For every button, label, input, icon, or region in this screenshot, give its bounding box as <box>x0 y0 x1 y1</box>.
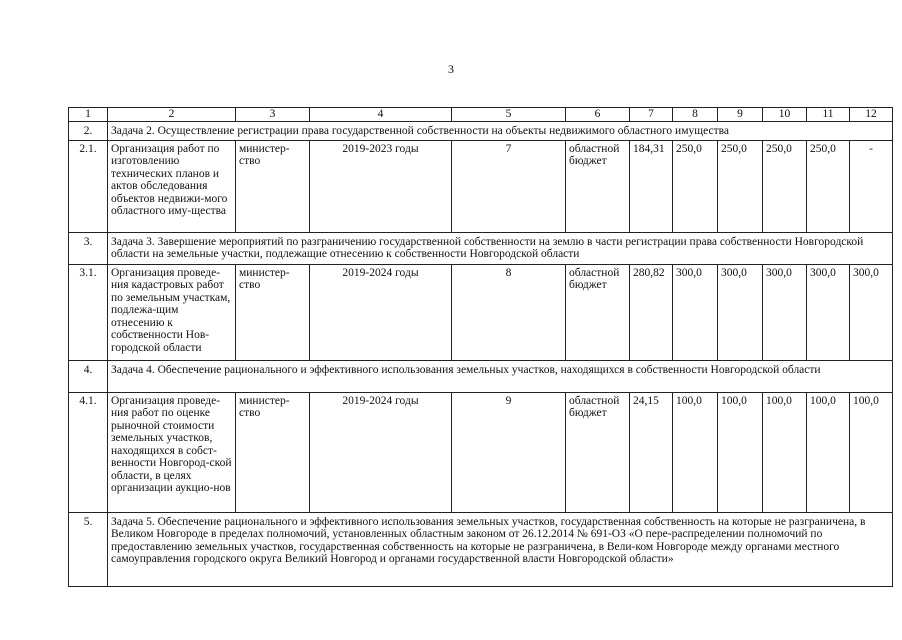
activity-indicator: 7 <box>452 140 566 232</box>
activity-funding-source: областной бюджет <box>566 264 630 360</box>
column-number: 3 <box>236 108 310 122</box>
activity-executor: министер-ство <box>236 264 310 360</box>
column-number: 7 <box>630 108 673 122</box>
activity-amount: 300,0 <box>850 264 893 360</box>
activity-amount: 250,0 <box>673 140 718 232</box>
column-number: 4 <box>310 108 452 122</box>
task-text: Задача 2. Осуществление регистрации права государственной собственности на объекты недвижимого областного имущества <box>108 122 893 141</box>
task-row <box>69 512 893 586</box>
column-number: 10 <box>763 108 807 122</box>
activity-amount: 100,0 <box>763 392 807 512</box>
activity-funding-source: областной бюджет <box>566 140 630 232</box>
task-text: Задача 3. Завершение мероприятий по разграничению государственной собственности на землю в части регистрации права собственности Новгородской области на земельные участки, подлежащие отнесению к собственности Новгородской области <box>108 232 893 264</box>
activity-row <box>69 392 893 512</box>
task-number: 2. <box>69 122 108 141</box>
activity-amount: 100,0 <box>673 392 718 512</box>
activity-amount: 300,0 <box>807 264 850 360</box>
activity-period: 2019-2024 годы <box>310 264 452 360</box>
activity-executor: министер-ство <box>236 392 310 512</box>
task-text: Задача 5. Обеспечение рационального и эффективного использования земельных участков, государственная собственность на которые не разграничена, в Великом Новгороде в пределах полномочий, установленных областным законом от 26.12.2014 № 691-ОЗ «О пере-распределении полномочий по предоставлению земельных участков, государственная собственность на которые не разграничена, в Вели-ком Новгороде между органами местного самоуправления городского округа Великий Новгород и органами государственной власти Новгородской области» <box>108 512 893 586</box>
column-number: 12 <box>850 108 893 122</box>
activity-amount: 300,0 <box>673 264 718 360</box>
activity-amount: 100,0 <box>850 392 893 512</box>
activity-period: 2019-2024 годы <box>310 392 452 512</box>
column-number: 8 <box>673 108 718 122</box>
activity-indicator: 9 <box>452 392 566 512</box>
activity-amount: 280,82 <box>630 264 673 360</box>
activity-number: 2.1. <box>69 140 108 232</box>
activity-number: 4.1. <box>69 392 108 512</box>
task-row <box>69 360 893 392</box>
column-number-row <box>69 108 893 122</box>
column-number: 9 <box>718 108 763 122</box>
task-number: 5. <box>69 512 108 586</box>
column-number: 5 <box>452 108 566 122</box>
activity-name: Организация проведе-ния работ по оценке рыночной стоимости земельных участков, находящихся в собст-венности Новгород-ской области, в целях организации аукцио-нов <box>108 392 236 512</box>
activity-number: 3.1. <box>69 264 108 360</box>
activity-amount: 250,0 <box>763 140 807 232</box>
activity-executor: министер-ство <box>236 140 310 232</box>
activity-indicator: 8 <box>452 264 566 360</box>
page-number: 3 <box>448 62 454 76</box>
activity-amount: 100,0 <box>718 392 763 512</box>
activities-table <box>68 107 893 587</box>
task-text: Задача 4. Обеспечение рационального и эффективного использования земельных участков, находящихся в собственности Новгородской области <box>108 360 893 392</box>
activity-name: Организация работ по изготовлению технических планов и актов обследования объектов недвижи-мого областного иму-щества <box>108 140 236 232</box>
activity-row <box>69 264 893 360</box>
task-number: 4. <box>69 360 108 392</box>
activity-row <box>69 140 893 232</box>
column-number: 1 <box>69 108 108 122</box>
activity-amount: 300,0 <box>718 264 763 360</box>
activity-amount: 100,0 <box>807 392 850 512</box>
task-row <box>69 122 893 141</box>
activity-amount: 300,0 <box>763 264 807 360</box>
column-number: 2 <box>108 108 236 122</box>
activity-period: 2019-2023 годы <box>310 140 452 232</box>
task-number: 3. <box>69 232 108 264</box>
activity-amount: 250,0 <box>718 140 763 232</box>
activity-amount: 250,0 <box>807 140 850 232</box>
column-number: 6 <box>566 108 630 122</box>
activity-name: Организация проведе-ния кадастровых работ по земельным участкам, подлежа-щим отнесению к собственности Нов-городской области <box>108 264 236 360</box>
column-number: 11 <box>807 108 850 122</box>
task-row <box>69 232 893 264</box>
activity-amount: 184,31 <box>630 140 673 232</box>
activity-amount: - <box>850 140 893 232</box>
activity-amount: 24,15 <box>630 392 673 512</box>
activity-funding-source: областной бюджет <box>566 392 630 512</box>
